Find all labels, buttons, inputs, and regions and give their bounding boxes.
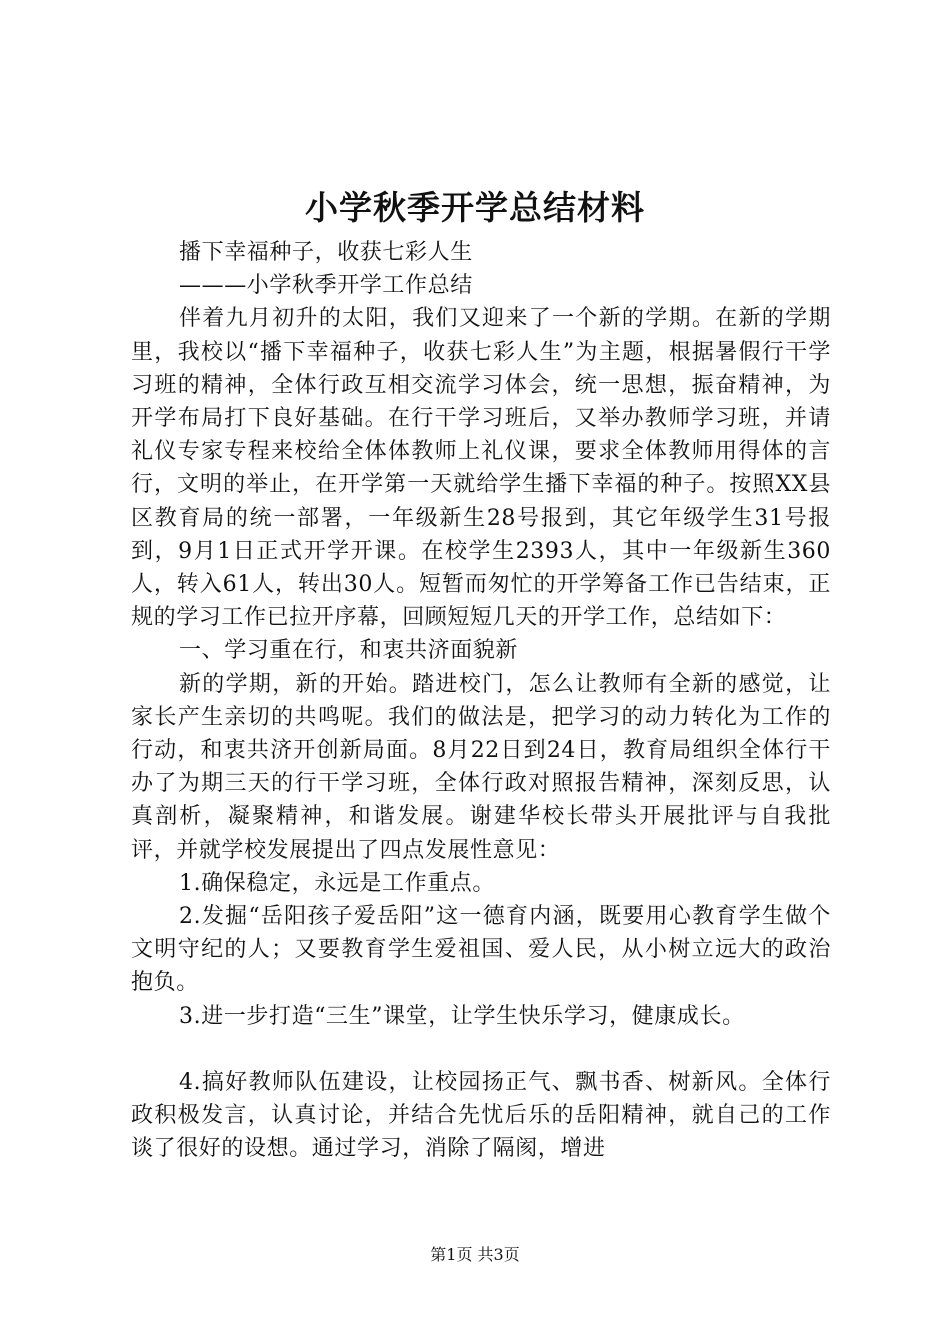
list-item-3: 3.进一步打造“三生”课堂，让学生快乐学习，健康成长。 <box>179 1003 745 1029</box>
list-item-1: 1.确保稳定，永远是工作重点。 <box>179 870 495 896</box>
blank-line <box>131 1033 831 1066</box>
section-1-paragraph: 新的学期，新的开始。踏进校门，怎么让教师有全新的感觉，让家长产生亲切的共鸣呢。我们的做法是，把学习的动力转化为工作的行动，和衷共济开创新局面。8月22日到24日，教育局组织全体行干办了为期三天的行干学习班，全体行政对照报告精神，深刻反思，认真剖析，凝聚精神，和谐发展。谢建华校长带头开展批评与自我批评，并就学校发展提出了四点发展性意见： <box>131 671 831 863</box>
subtitle-dash-line: ———小学秋季开学工作总结 <box>179 273 473 299</box>
section-heading-1: 一、学习重在行，和衷共济面貌新 <box>179 638 519 664</box>
document-title: 小学秋季开学总结材料 <box>305 188 645 227</box>
list-item-2: 2.发掘“岳阳孩子爱岳阳”这一德育内涵，既要用心教育学生做个文明守纪的人；又要教育学生爱祖国、爱人民，从小树立远大的政治抱负。 <box>131 904 831 996</box>
document-body <box>131 236 831 1165</box>
page-footer: 第1页 共3页 <box>430 1245 520 1264</box>
list-item-4: 4.搞好教师队伍建设，让校园扬正气、飘书香、树新风。全体行政积极发言，认真讨论，并结合先忧后乐的岳阳精神，就自己的工作谈了很好的设想。通过学习，消除了隔阂，增进 <box>131 1069 831 1162</box>
intro-paragraph: 伴着九月初升的太阳，我们又迎来了一个新的学期。在新的学期里，我校以“播下幸福种子，收获七彩人生”为主题，根据暑假行干学习班的精神，全体行政互相交流学习体会，统一思想，振奋精神，为开学布局打下良好基础。在行干学习班后，又举办教师学习班，并请礼仪专家专程来校给全体体教师上礼仪课，要求全体教师用得体的言行，文明的举止，在开学第一天就给学生播下幸福的种子。按照XX县区教育局的统一部署，一年级新生28号报到，其它年级学生31号报到，9月1日正式开学开课。在校学生2393人，其中一年级新生360人，转入61人，转出30人。短暂而匆忙的开学筹备工作已告结束，正规的学习工作已拉开序幕，回顾短短几天的开学工作，总结如下： <box>131 306 831 631</box>
subtitle-line: 播下幸福种子，收获七彩人生 <box>179 240 473 265</box>
